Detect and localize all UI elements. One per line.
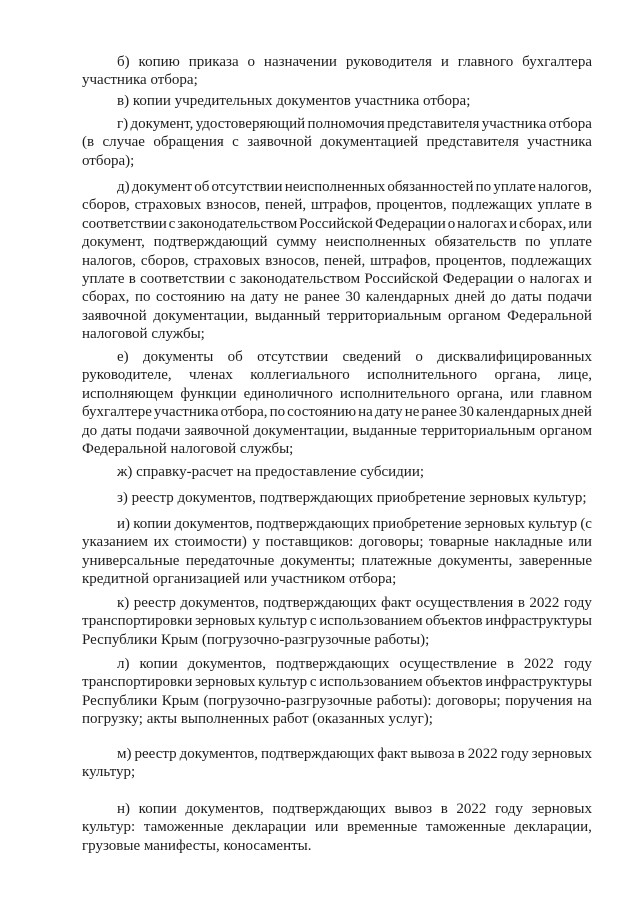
text-line: культур; [82,764,136,781]
text-line: исполняющем функции единоличного исполнительного органа, или главном [82,385,592,402]
text-line: грузовые манифесты, коносаменты. [82,837,312,854]
text-line: руководителе, членах коллегиального исполнительного органа, лице, [82,367,592,384]
text-line: н) копии документов, подтверждающих вывоз в 2022 году зерновых [117,801,592,817]
list-item [82,348,592,458]
list-item [82,745,592,782]
text-line: л) копии документов, подтверждающих осуществление в 2022 году [117,656,592,672]
text-line: б) копию приказа о назначении руководителя и главного бухгалтера [117,54,592,70]
text-line: з) реестр документов, подтверждающих приобретение зерновых культур; [117,490,587,506]
text-line: транспортировки зерновых культур с использованием объектов инфраструктуры [82,674,592,691]
text-line: указанием их стоимости) у поставщиков: договоры; товарные накладные или [82,534,592,551]
text-line: в) копии учредительных документов участника отбора; [117,93,471,109]
text-line: участника отбора; [82,72,198,89]
list-item [82,655,592,729]
text-line: заявочной документации, выданный территориальным органом Федеральной [82,307,592,324]
text-line: универсальные передаточные документы; платежные документы, заверенные [82,552,592,569]
text-line: (в случае обращения с заявочной документацией представителя участника [82,134,592,151]
list-item [82,515,592,589]
text-line: сборов, страховых взносов, пеней, штрафов, процентов, подлежащих уплате в [82,197,592,214]
list-item [82,115,592,170]
list-item [82,178,592,344]
text-line: культур: таможенные декларации или временные таможенные декларации, [82,819,592,836]
text-line: документ, подтверждающий сумму неисполненных обязательств по уплате [82,234,592,251]
text-line: до даты подачи заявочной документации, выданные территориальным органом [82,422,592,439]
text-line: сборах, по состоянию на дату не ранее 30 календарных дней до даты подачи [82,289,592,306]
text-line: Республики Крым (погрузочно-разгрузочные работы); [82,631,430,648]
list-item [82,463,592,481]
text-line: транспортировки зерновых культур с использованием объектов инфраструктуры [82,613,592,630]
text-line: отбора); [82,152,135,169]
list-item [82,489,592,507]
text-line: налогов, сборов, страховых взносов, пеней, штрафов, процентов, подлежащих [82,252,592,269]
list-item [82,53,592,90]
list-item [82,92,592,110]
text-line: бухгалтере участника отбора, по состоянию на дату не ранее 30 календарных дней [82,404,592,421]
text-line: налоговой службы; [82,326,205,343]
list-item [82,594,592,649]
text-line: е) документы об отсутствии сведений о дисквалифицированных [117,349,592,365]
text-line: и) копии документов, подтверждающих приобретение зерновых культур (с [117,516,592,532]
text-line: ж) справку-расчет на предоставление субсидии; [117,464,425,480]
text-line: д) документ об отсутствии неисполненных обязанностей по уплате налогов, [117,179,592,195]
text-line: м) реестр документов, подтверждающих факт вывоза в 2022 году зерновых [117,746,592,762]
text-line: кредитной организацией или участником отбора; [82,571,397,588]
list-item [82,800,592,855]
text-line: погрузку; акты выполненных работ (оказанных услуг); [82,711,433,728]
text-line: уплате в соответствии с законодательством Российской Федерации о налогах и [82,270,592,287]
text-line: Республики Крым (погрузочно-разгрузочные работы): договоры; поручения на [82,692,592,709]
text-line: г) документ, удостоверяющий полномочия представителя участника отбора [117,116,592,132]
text-line: Федеральной налоговой службы; [82,440,294,457]
text-line: к) реестр документов, подтверждающих факт осуществления в 2022 году [117,595,592,611]
text-line: соответствии с законодательством Российской Федерации о налогах и сборах, или [82,215,592,232]
